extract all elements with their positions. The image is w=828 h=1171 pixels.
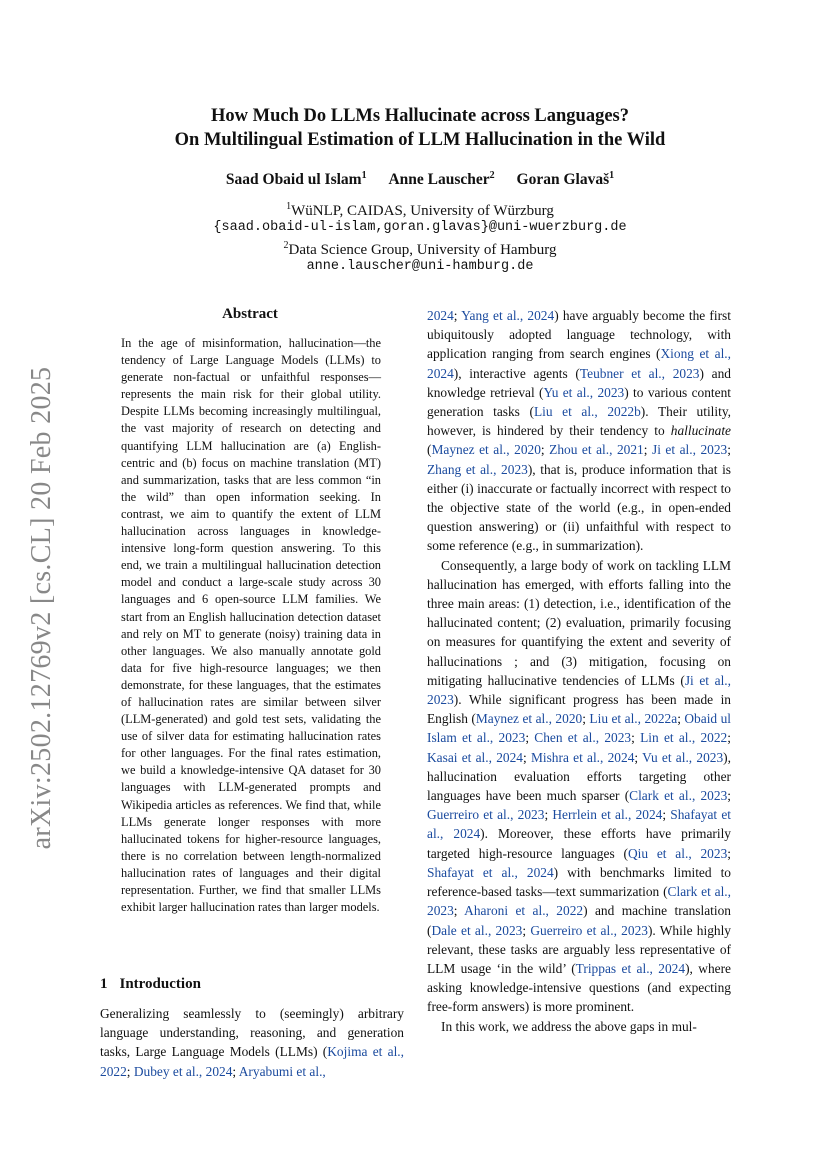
citation-link[interactable]: Dubey et al., 2024 bbox=[133, 1063, 233, 1079]
citation-link[interactable]: Shafayat et al., 2024 bbox=[427, 807, 731, 842]
citation-link[interactable]: Aryabumi et al., bbox=[238, 1063, 326, 1079]
citation-link[interactable]: 2024 bbox=[427, 308, 454, 323]
citation-link[interactable]: Kasai et al., 2024 bbox=[427, 749, 523, 765]
citation-link[interactable]: Maynez et al., 2020 bbox=[475, 711, 583, 727]
text-run: ; bbox=[662, 807, 671, 823]
text-run: ), where asking knowledge-intensive questions (and expecting free-form answers) is more prominent. bbox=[427, 960, 731, 1015]
text-run: ). While significant progress has been made in English ( bbox=[427, 692, 731, 727]
text-run: ( bbox=[427, 442, 432, 458]
text-run: ; bbox=[522, 922, 531, 938]
text-run: ; bbox=[677, 711, 685, 727]
intro-paragraph bbox=[100, 1004, 404, 1081]
text-run: ) to various content generation tasks ( bbox=[427, 384, 731, 420]
citation-link[interactable]: Vu et al., 2023 bbox=[642, 749, 724, 765]
introduction-text bbox=[100, 1004, 404, 1081]
abstract-text bbox=[121, 335, 381, 916]
arxiv-sidebar bbox=[22, 368, 62, 848]
citation-link[interactable]: Shafayat et al., 2024 bbox=[427, 864, 554, 880]
section-number: 1 bbox=[100, 976, 108, 992]
text-run: ; bbox=[544, 807, 553, 823]
author-name: Saad Obaid ul Islam bbox=[225, 171, 362, 189]
text-run: Generalizing seamlessly to (seemingly) arbitrary language understanding, reasoning, and generation tasks, Large Language Models (LLMs) ( bbox=[100, 1006, 404, 1060]
text-run: ), interactive agents ( bbox=[453, 365, 580, 381]
citation-link[interactable]: Guerreiro et al., 2023 bbox=[530, 922, 648, 938]
citation-link[interactable]: Liu et al., 2022b bbox=[533, 404, 641, 420]
text-run: ) have arguably become the first ubiquitously adopted language technology, with application ranging from search engines ( bbox=[427, 308, 731, 362]
citation-link[interactable]: Chen et al., 2023 bbox=[534, 730, 632, 746]
citation-link[interactable]: Trippas et al., 2024 bbox=[575, 960, 686, 976]
citation-link[interactable]: Liu et al., 2022a bbox=[589, 711, 678, 727]
section-heading bbox=[100, 976, 201, 993]
text-run: ; bbox=[727, 845, 731, 861]
text-run: ). While highly relevant, these tasks are arguably less representative of LLM usage ‘in the wild’ ( bbox=[427, 922, 731, 976]
affiliation-mark: 2 bbox=[283, 240, 289, 251]
text-run: ; bbox=[540, 442, 550, 458]
text-run: ). Moreover, these efforts have primarily targeted high-resource languages ( bbox=[427, 826, 731, 861]
text-run: ; bbox=[727, 730, 731, 746]
affiliation-mark: 1 bbox=[286, 201, 292, 212]
author-affiliation-mark: 2 bbox=[489, 170, 495, 181]
text-run: ; bbox=[727, 442, 731, 458]
citation-link[interactable]: Lin et al., 2022 bbox=[640, 730, 728, 746]
author-name: Anne Lauscher bbox=[388, 171, 490, 189]
text-run: ), hallucination evaluation efforts targeting other languages have been much sparser ( bbox=[427, 749, 731, 804]
affiliation-name: WüNLP, CAIDAS, University of Würzburg bbox=[291, 203, 554, 219]
citation-link[interactable]: Mishra et al., 2024 bbox=[530, 749, 635, 765]
citation-link[interactable]: Clark et al., 2023 bbox=[427, 884, 731, 919]
paper-title-line-1: How Much Do LLMs Hallucinate across Languages? bbox=[211, 106, 629, 126]
author bbox=[517, 171, 615, 188]
author bbox=[226, 171, 367, 188]
author-name: Goran Glavaš bbox=[516, 171, 610, 189]
author-affiliation-mark: 1 bbox=[609, 170, 615, 181]
text-run: Consequently, a large body of work on tackling LLM hallucination has emerged, with efforts falling into the three main areas: (1) detection, i.e., identification of the hallucinated content; (2) evaluation, primarily focusing on measures for quantifying the extent and severity of hallucinations ; and (3) mitigation, focusing on mitigating hallucinative tendencies of LLMs ( bbox=[427, 557, 731, 688]
text-run: ), that is, produce information that is either (i) inaccurate or factually incorrect with respect to the objective state of the world (e.g., in open-ended question answering) or (ii) unfaithful with respect to some reference (e.g., in summarization). bbox=[427, 461, 732, 554]
text-run: ) with benchmarks limited to reference-based tasks—text summarization ( bbox=[427, 864, 731, 900]
citation-link[interactable]: Maynez et al., 2020 bbox=[431, 442, 541, 458]
email-1[interactable]: {saad.obaid-ul-islam,goran.glavas}@uni-wuerzburg.de bbox=[213, 220, 627, 235]
text-run: In this work, we address the above gaps in mul- bbox=[441, 1018, 697, 1034]
text-run: ; bbox=[643, 442, 652, 458]
paragraph bbox=[427, 306, 731, 556]
citation-link[interactable]: Herrlein et al., 2024 bbox=[552, 807, 663, 823]
author-affiliation-mark: 1 bbox=[361, 170, 367, 181]
email-2[interactable]: anne.lauscher@uni-hamburg.de bbox=[306, 259, 534, 274]
citation-link[interactable]: Zhang et al., 2023 bbox=[427, 461, 528, 477]
right-column-text bbox=[427, 306, 731, 1036]
section-title: Introduction bbox=[119, 976, 201, 992]
emphasis: hallucinate bbox=[670, 423, 731, 439]
paragraph bbox=[427, 1017, 731, 1036]
citation-link[interactable]: Zhou et al., 2021 bbox=[549, 442, 644, 458]
citation-link[interactable]: Aharoni et al., 2022 bbox=[464, 903, 584, 919]
text-run: ; bbox=[525, 730, 535, 746]
text-run: ; bbox=[727, 788, 731, 804]
citation-link[interactable]: Yu et al., 2023 bbox=[543, 384, 625, 400]
citation-link[interactable]: Dale et al., 2023 bbox=[431, 922, 523, 938]
author bbox=[388, 171, 494, 188]
citation-link[interactable]: Xiong et al., 2024 bbox=[427, 346, 731, 381]
text-run: ; bbox=[453, 308, 462, 323]
text-run: ; bbox=[232, 1063, 239, 1079]
paragraph bbox=[427, 556, 731, 1017]
arxiv-identifier[interactable]: arXiv:2502.12769v2 [cs.CL] 20 Feb 2025 bbox=[26, 366, 57, 850]
citation-link[interactable]: Teubner et al., 2023 bbox=[579, 365, 700, 381]
text-run: ; bbox=[523, 749, 531, 765]
paper-title-line-2: On Multilingual Estimation of LLM Hallucination in the Wild bbox=[174, 130, 666, 150]
author-list bbox=[100, 170, 740, 189]
text-run: ; bbox=[634, 749, 643, 765]
citation-link[interactable]: Kojima et al., 2022 bbox=[100, 1044, 404, 1079]
affiliation-name: Data Science Group, University of Hamburg bbox=[288, 242, 557, 258]
text-run: ; bbox=[582, 711, 590, 727]
text-run: ). Their utility, however, is hindered by their tendency to bbox=[427, 404, 732, 439]
text-run: ) and knowledge retrieval ( bbox=[427, 365, 731, 400]
text-run: ; bbox=[631, 730, 641, 746]
abstract-paragraph: In the age of misinformation, hallucination—the tendency of Large Language Models (LLMs) to generate non-factual or unfaithful responses—represents the main risk for their global utility. Despite LLMs becoming increasingly multilingual, the vast majority of research on detecting and quantifying LLM hallucination are (a) English-centric and (b) focus on machine translation (MT) and summarization, tasks that are less common “in the wild” than open information seeking. In contrast, we aim to quantify the extent of LLM hallucination across languages in knowledge-intensive long-form question answering. To this end, we train a multilingual hallucination detection model and conduct a large-scale study across 30 languages and 6 open-source LLM families. We start from an English hallucination detection dataset and rely on MT to generate (noisy) training data in other languages. We also manually annotate gold data for five high-resource languages; we then demonstrate, for these languages, that the estimates of hallucination rates are similar between silver (LLM-generated) and gold test sets, validating the use of silver data for estimating hallucination rates for other languages. For the final rates estimation, we build a knowledge-intensive QA dataset for 30 languages with LLM-generated prompts and Wikipedia articles as references. We find that, while LLMs generate longer responses with more hallucinated tokens for higher-resource languages, there is no correlation between length-normalized hallucination rates of languages and their digital representation. Further, we find that smaller LLMs exhibit larger hallucination rates than larger models. bbox=[121, 336, 381, 915]
citation-link[interactable]: Ji et al., 2023 bbox=[651, 442, 728, 458]
abstract-heading: Abstract bbox=[222, 306, 278, 322]
text-run: ; bbox=[126, 1063, 134, 1079]
citation-link[interactable]: Qiu et al., 2023 bbox=[627, 845, 728, 861]
citation-link[interactable]: Ji et al., 2023 bbox=[427, 672, 731, 708]
text-run: ; bbox=[453, 903, 465, 919]
citation-link[interactable]: Obaid ul Islam et al., 2023 bbox=[427, 711, 732, 746]
citation-link[interactable]: Clark et al., 2023 bbox=[629, 788, 728, 804]
text-run: ) and machine translation ( bbox=[427, 903, 731, 938]
citation-link[interactable]: Yang et al., 2024 bbox=[461, 308, 555, 323]
citation-link[interactable]: Guerreiro et al., 2023 bbox=[427, 807, 545, 823]
